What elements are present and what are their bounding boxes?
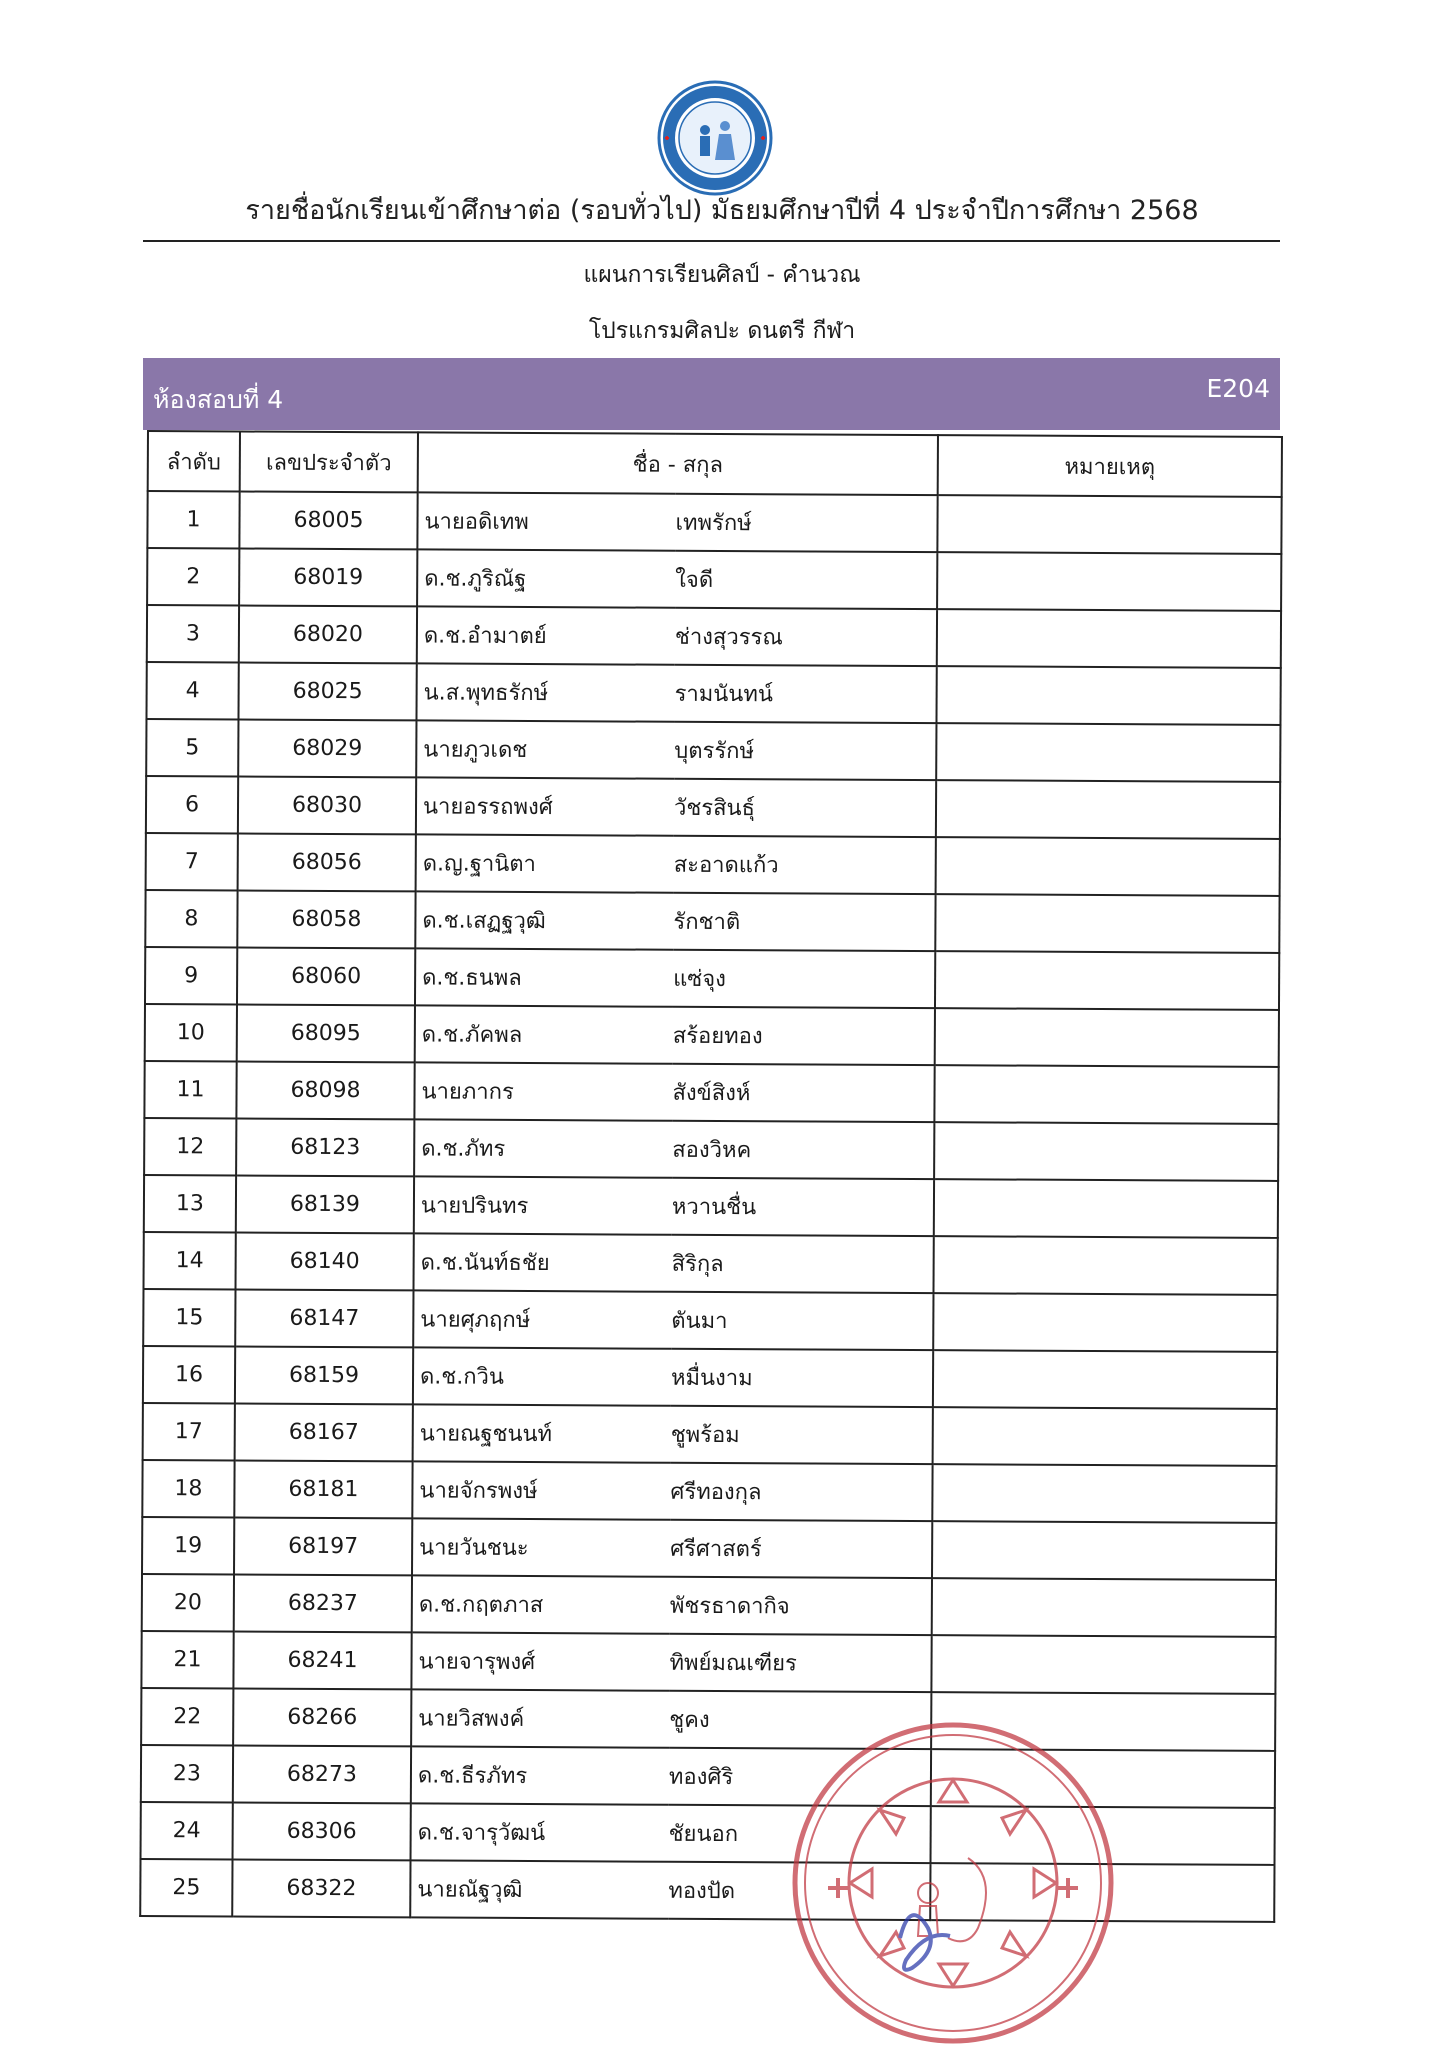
table-row: [144, 1118, 1278, 1181]
student-last-name: เทพรักษ์: [675, 494, 937, 552]
remark-cell: [936, 723, 1280, 782]
student-last-name: สะอาดแก้ว: [674, 836, 936, 894]
remark-cell: [936, 837, 1280, 896]
student-first-name: นายณัฐวุฒิ: [410, 1860, 668, 1918]
row-number: 20: [142, 1574, 234, 1631]
row-number: 4: [146, 662, 238, 719]
remark-cell: [933, 1236, 1277, 1295]
student-first-name: ด.ช.นันท์ธชัย: [413, 1233, 671, 1291]
row-number: 11: [144, 1061, 236, 1118]
student-first-name: นายวิสพงค์: [411, 1689, 669, 1747]
remark-cell: [935, 894, 1279, 953]
table-row: [146, 833, 1280, 896]
remark-cell: [933, 1350, 1277, 1409]
student-id: 68139: [236, 1175, 414, 1233]
student-id: 68322: [232, 1859, 410, 1917]
table-row: [147, 491, 1281, 554]
student-id: 68025: [238, 662, 416, 720]
row-number: 1: [147, 491, 239, 548]
table-row: [141, 1631, 1275, 1694]
student-first-name: ด.ช.ธนพล: [415, 948, 673, 1006]
student-id: 68241: [233, 1631, 411, 1689]
table-row: [145, 947, 1279, 1010]
remark-cell: [934, 1122, 1278, 1181]
table-row: [146, 662, 1280, 725]
row-number: 13: [144, 1175, 236, 1232]
remark-cell: [933, 1293, 1277, 1352]
student-first-name: ด.ช.จารุวัฒน์: [411, 1803, 669, 1861]
student-first-name: นายภูวเดช: [416, 720, 674, 778]
row-number: 7: [146, 833, 238, 890]
row-number: 15: [143, 1289, 235, 1346]
table-row: [147, 605, 1281, 668]
student-id: 68140: [236, 1232, 414, 1290]
student-first-name: นายศุภฤกษ์: [413, 1290, 671, 1348]
document-title: รายชื่อนักเรียนเข้าศึกษาต่อ (รอบทั่วไป) มัธยมศึกษาปีที่ 4 ประจำปีการศึกษา 2568: [245, 195, 1199, 226]
student-last-name: ทิพย์มณเฑียร: [669, 1634, 931, 1692]
student-first-name: นายวันชนะ: [412, 1518, 670, 1576]
remark-cell: [932, 1464, 1276, 1523]
student-first-name: ด.ช.ภัคพล: [415, 1005, 673, 1063]
student-last-name: ทองปัด: [668, 1862, 930, 1920]
student-last-name: ศรีทองกุล: [670, 1463, 932, 1521]
student-id: 68095: [237, 1004, 415, 1062]
room-banner: [143, 358, 1280, 430]
remark-cell: [937, 495, 1281, 554]
table-row: [143, 1403, 1277, 1466]
table-header-row: [148, 431, 1282, 497]
student-id: 68030: [238, 776, 416, 834]
student-id: 68019: [239, 548, 417, 606]
table-row: [146, 776, 1280, 839]
student-first-name: น.ส.พุทธรักษ์: [416, 663, 674, 721]
student-id: 68273: [233, 1745, 411, 1803]
row-number: 18: [142, 1460, 234, 1517]
row-number: 22: [141, 1688, 233, 1745]
student-last-name: รักชาติ: [673, 893, 935, 951]
remark-cell: [932, 1521, 1276, 1580]
student-first-name: ด.ช.ธีรภัทร: [411, 1746, 669, 1804]
row-number: 8: [145, 890, 237, 947]
student-first-name: ด.ช.ภูริณัฐ: [417, 549, 675, 607]
student-id: 68181: [234, 1460, 412, 1518]
student-last-name: สังข์สิงห์: [672, 1064, 934, 1122]
remark-cell: [933, 1407, 1277, 1466]
student-id: 68237: [234, 1574, 412, 1632]
student-last-name: หวานชื่น: [672, 1178, 934, 1236]
student-id: 68056: [238, 833, 416, 891]
student-first-name: นายอดิเทพ: [417, 492, 675, 550]
student-id: 68147: [235, 1289, 413, 1347]
table-row: [147, 548, 1281, 611]
student-id: 68098: [236, 1061, 414, 1119]
remark-cell: [936, 780, 1280, 839]
student-last-name: หมื่นงาม: [671, 1349, 933, 1407]
table-row: [145, 1004, 1279, 1067]
row-number: 23: [141, 1745, 233, 1802]
student-first-name: ด.ช.กวิน: [413, 1347, 671, 1405]
room-code: E204: [1206, 374, 1270, 403]
remark-cell: [932, 1578, 1276, 1637]
row-number: 2: [147, 548, 239, 605]
student-id: 68058: [237, 890, 415, 948]
row-number: 21: [141, 1631, 233, 1688]
student-last-name: พัชรธาดากิจ: [670, 1577, 932, 1635]
student-first-name: นายภากร: [414, 1062, 672, 1120]
row-number: 17: [143, 1403, 235, 1460]
student-id: 68060: [237, 947, 415, 1005]
student-first-name: ด.ญ.ฐานิตา: [416, 834, 674, 892]
row-number: 6: [146, 776, 238, 833]
header-id: เลขประจำตัว: [240, 431, 418, 492]
remark-cell: [935, 951, 1279, 1010]
row-number: 3: [147, 605, 239, 662]
table-row: [144, 1061, 1278, 1124]
row-number: 16: [143, 1346, 235, 1403]
header-no: ลำดับ: [148, 431, 240, 491]
student-id: 68005: [239, 491, 417, 549]
student-first-name: นายปรินทร: [414, 1176, 672, 1234]
row-number: 14: [144, 1232, 236, 1289]
student-last-name: ช่างสุวรรณ: [675, 608, 937, 666]
student-id: 68029: [238, 719, 416, 777]
table-row: [142, 1574, 1276, 1637]
student-id: 68159: [235, 1346, 413, 1404]
table-row: [143, 1289, 1277, 1352]
row-number: 12: [144, 1118, 236, 1175]
student-last-name: รามนันทน์: [674, 665, 936, 723]
row-number: 9: [145, 947, 237, 1004]
student-last-name: วัชรสินธุ์: [674, 779, 936, 837]
row-number: 25: [140, 1859, 232, 1916]
student-last-name: ศรีศาสตร์: [670, 1520, 932, 1578]
remark-cell: [934, 1179, 1278, 1238]
student-last-name: สองวิหค: [672, 1121, 934, 1179]
row-number: 10: [145, 1004, 237, 1061]
table-row: [144, 1232, 1278, 1295]
student-last-name: ชูพร้อม: [671, 1406, 933, 1464]
remark-cell: [937, 552, 1281, 611]
remark-cell: [936, 666, 1280, 725]
header-name: ชื่อ - สกุล: [418, 432, 938, 495]
school-logo: [655, 78, 775, 198]
program-name: โปรแกรมศิลปะ ดนตรี กีฬา: [588, 318, 856, 344]
room-label: ห้องสอบที่ 4: [153, 385, 284, 414]
student-last-name: แซ่จุง: [673, 950, 935, 1008]
row-number: 19: [142, 1517, 234, 1574]
table-row: [146, 719, 1280, 782]
student-first-name: นายณฐชนนท์: [413, 1404, 671, 1462]
table-row: [142, 1517, 1276, 1580]
student-table: [139, 430, 1283, 1923]
student-last-name: ตันมา: [671, 1292, 933, 1350]
student-first-name: ด.ช.อำมาตย์: [417, 606, 675, 664]
student-first-name: นายจารุพงศ์: [411, 1632, 669, 1690]
remark-cell: [931, 1635, 1275, 1694]
student-first-name: ด.ช.กฤตภาส: [412, 1575, 670, 1633]
student-last-name: สิริกุล: [671, 1235, 933, 1293]
student-id: 68123: [236, 1118, 414, 1176]
student-first-name: ด.ช.เสฏฐวุฒิ: [415, 891, 673, 949]
student-last-name: ทองศิริ: [669, 1748, 931, 1806]
student-first-name: ด.ช.ภัทร: [414, 1119, 672, 1177]
row-number: 5: [146, 719, 238, 776]
remark-cell: [937, 609, 1281, 668]
student-id: 68266: [233, 1688, 411, 1746]
student-last-name: ชูคง: [669, 1691, 931, 1749]
student-last-name: ชัยนอก: [669, 1805, 931, 1863]
student-last-name: สร้อยทอง: [673, 1007, 935, 1065]
student-first-name: นายจักรพงษ์: [412, 1461, 670, 1519]
table-row: [145, 890, 1279, 953]
title-divider: [143, 240, 1280, 242]
remark-cell: [934, 1065, 1278, 1124]
student-id: 68197: [234, 1517, 412, 1575]
student-id: 68020: [239, 605, 417, 663]
student-id: 68306: [233, 1802, 411, 1860]
school-seal-stamp: [788, 1718, 1118, 2048]
student-first-name: นายอรรถพงศ์: [416, 777, 674, 835]
remark-cell: [935, 1008, 1279, 1067]
table-row: [142, 1460, 1276, 1523]
table-row: [144, 1175, 1278, 1238]
student-last-name: ใจดี: [675, 551, 937, 609]
student-last-name: บุตรรักษ์: [674, 722, 936, 780]
header-note: หมายเหตุ: [938, 435, 1282, 497]
study-plan: แผนการเรียนศิลป์ - คำนวณ: [583, 262, 861, 288]
row-number: 24: [141, 1802, 233, 1859]
student-id: 68167: [235, 1403, 413, 1461]
table-row: [143, 1346, 1277, 1409]
